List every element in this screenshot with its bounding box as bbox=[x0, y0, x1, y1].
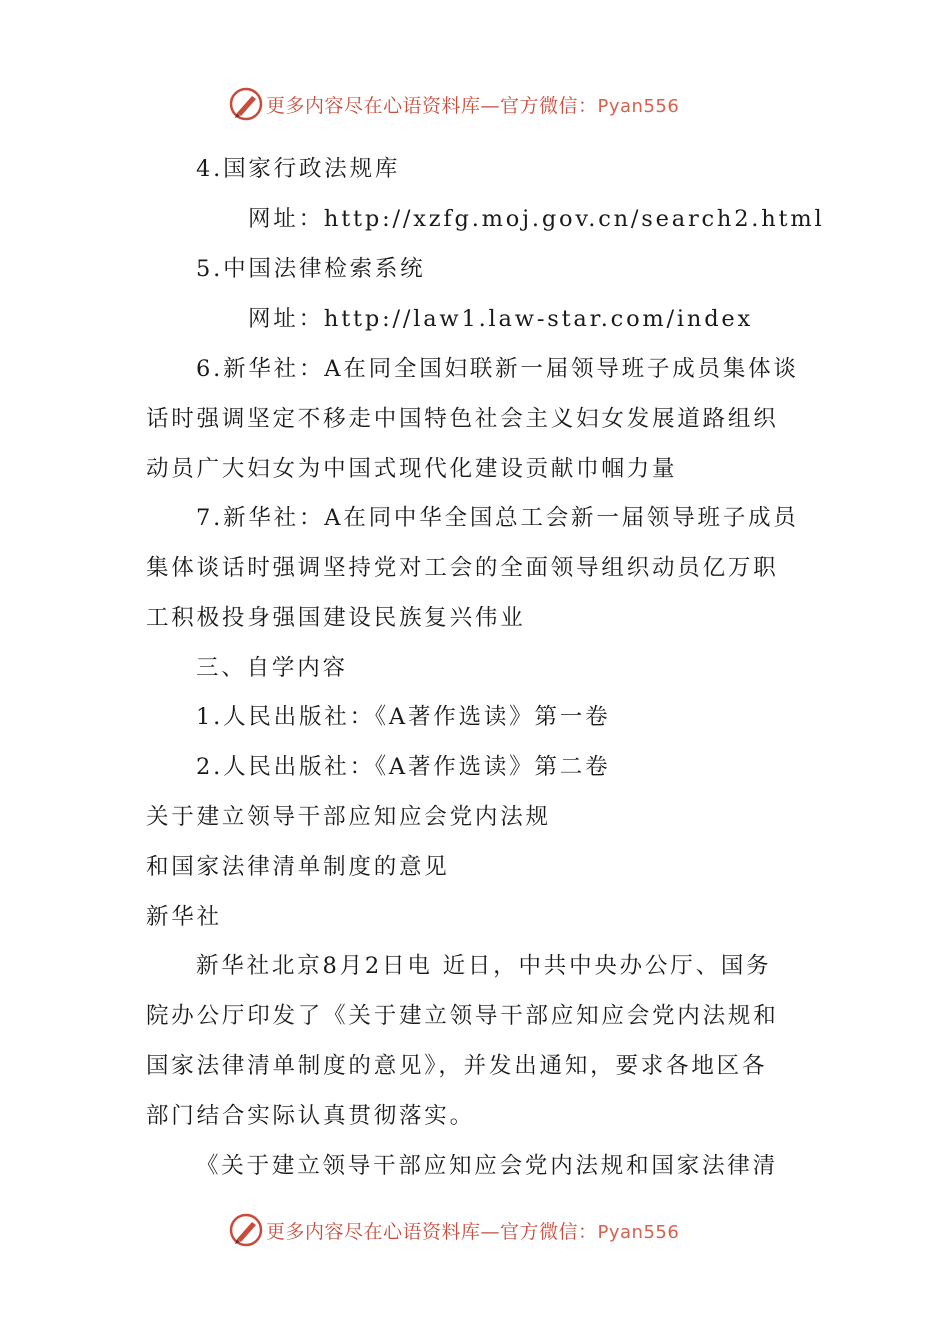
text-line: 集体谈话时强调坚持党对工会的全面领导组织动员亿万职 bbox=[146, 555, 779, 581]
text-line: 话时强调坚定不移走中国特色社会主义妇女发展道路组织 bbox=[146, 406, 779, 432]
text-line: 部门结合实际认真贯彻落实。 bbox=[146, 1103, 475, 1129]
text-line: 国家法律清单制度的意见》，并发出通知，要求各地区各 bbox=[146, 1053, 768, 1079]
text-line: 6.新华社：A在同全国妇联新一届领导班子成员集体谈 bbox=[196, 356, 799, 382]
text-line: 7.新华社：A在同中华全国总工会新一届领导班子成员 bbox=[196, 505, 799, 531]
text-line: 2.人民出版社：《A著作选读》第二卷 bbox=[196, 754, 611, 780]
watermark-text: 更多内容尽在心语资料库—官方微信：Pyan556 bbox=[266, 1220, 680, 1243]
text-line: 1.人民出版社：《A著作选读》第一卷 bbox=[196, 704, 611, 730]
text-line: 网址：http://law1.law-star.com/index bbox=[248, 306, 754, 332]
watermark-banner-bottom bbox=[228, 1210, 748, 1250]
text-line: 工积极投身强国建设民族复兴伟业 bbox=[146, 605, 526, 631]
text-line: 5.中国法律检索系统 bbox=[196, 256, 426, 282]
pen-logo-icon bbox=[228, 86, 264, 122]
text-line: 网址：http://xzfg.moj.gov.cn/search2.html bbox=[248, 206, 825, 232]
section-heading: 三、自学内容 bbox=[196, 655, 348, 681]
pen-logo-icon bbox=[228, 1212, 264, 1248]
article-title-line: 和国家法律清单制度的意见 bbox=[146, 854, 450, 880]
watermark-text: 更多内容尽在心语资料库—官方微信：Pyan556 bbox=[266, 94, 680, 117]
text-line: 《关于建立领导干部应知应会党内法规和国家法律清 bbox=[196, 1153, 778, 1179]
watermark-banner-top bbox=[228, 84, 748, 124]
text-line: 4.国家行政法规库 bbox=[196, 156, 401, 182]
article-title-line: 关于建立领导干部应知应会党内法规 bbox=[146, 804, 551, 830]
text-line: 动员广大妇女为中国式现代化建设贡献巾帼力量 bbox=[146, 456, 678, 482]
text-line: 院办公厅印发了《关于建立领导干部应知应会党内法规和 bbox=[146, 1003, 779, 1029]
article-source: 新华社 bbox=[146, 904, 222, 930]
text-line: 新华社北京8月2日电 近日，中共中央办公厅、国务 bbox=[196, 953, 772, 979]
